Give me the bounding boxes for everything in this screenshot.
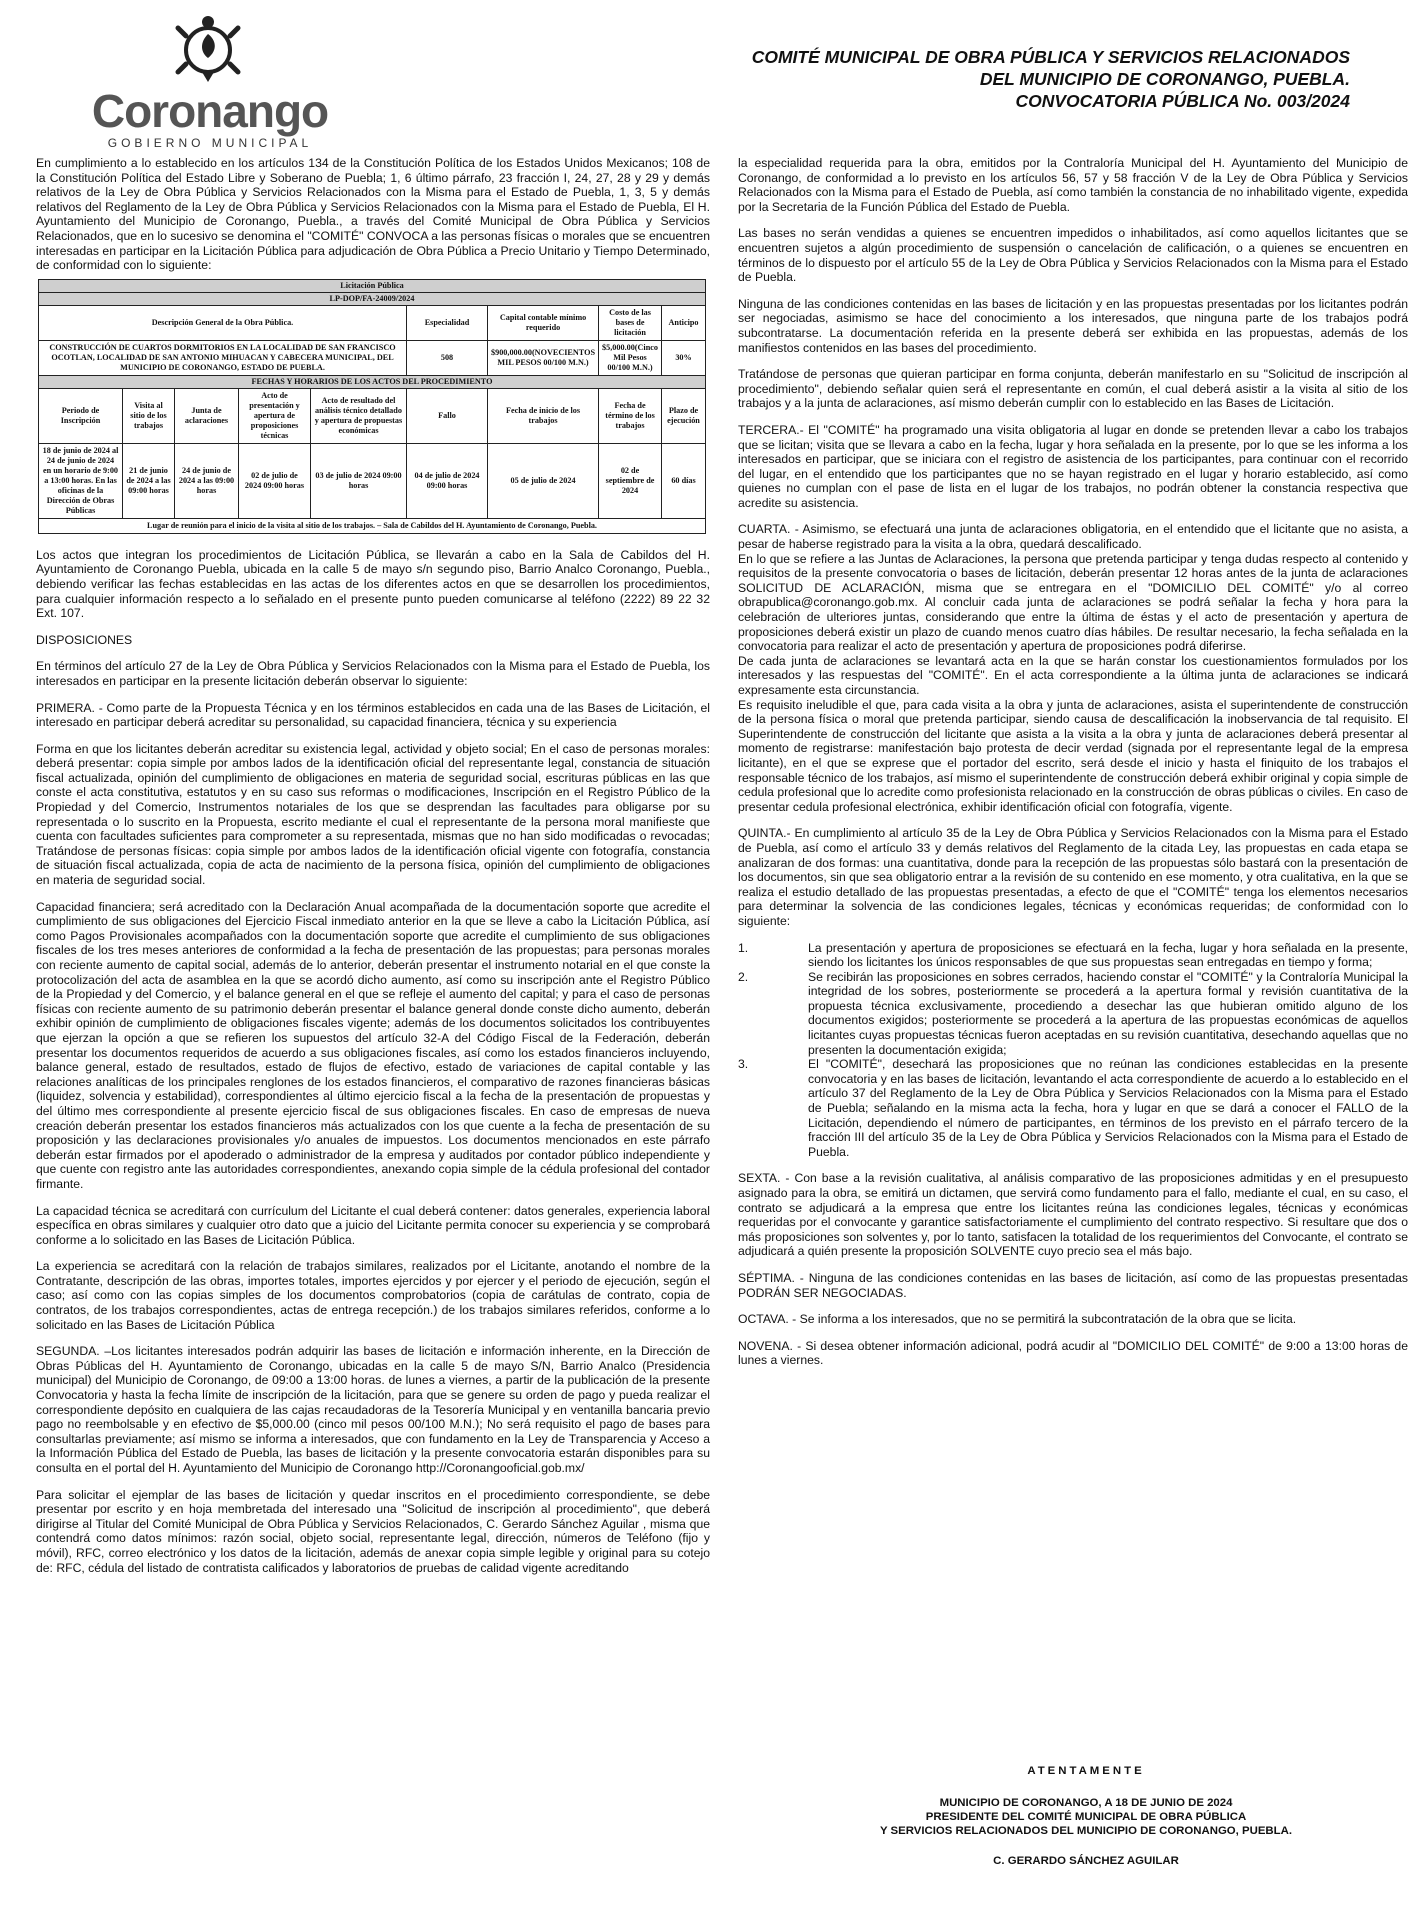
bases-paragraph: Las bases no serán vendidas a quienes se encuentren impedidos o inhabilitados, así como aquellos licitantes que se encuentren sujetos a algún procedimiento de suspensión o cancelación de calificación, o a quienes se encuentren en términos de lo dispuesto por el artículo 55 de la Ley de Obra Pública y Servicios Relacionados con la Misma para el Estado de Puebla. [738, 226, 1408, 285]
logo-subtitle: GOBIERNO MUNICIPAL [107, 136, 313, 150]
list-number: 2. [738, 969, 749, 984]
closing-line-1: MUNICIPIO DE CORONANGO, A 18 DE JUNIO DE 2024 [939, 1797, 1233, 1809]
superintendente-paragraph: Es requisito ineludible el que, para cada visita a la obra y junta de aclaraciones, asista el superintendente de construcción de la persona física o moral que pretenda participar, siendo causa de descalificación la inobservancia de tal requisito. El Superintendente de construcción del licitante que asista a la visita a la obra y junta de aclaraciones deberá presentar al momento de registrarse: manifestación bajo protesta de decir verdad (signada por el representante legal de la empresa licitante), en el que se exprese que el portador del escrito, será desde el inicio y hasta el finiquito de los trabajos el responsable técnico de los trabajos, así mismo el superintendente de construcción deberá exhibir original y copia simple de cedula profesional que lo acredite como profesionista relacionado en la construcción de obras públicas o civiles. En caso de presentar cedula profesional electrónica, exhibir identificación oficial con fotografía, vigente. [738, 697, 1408, 814]
list-text: El "COMITÉ", desechará las proposiciones que no reúnan las condiciones establecidas en la presente convocatoria y en las bases de licitación, levantando el acta correspondiente de acuerdo a lo establecido en el artículo 37 del Reglamento de la Ley de Obra Pública y Servicios Relacionados con la Misma para el Estado de Puebla; señalando en la misma acta la fecha, hora y lugar en que se dará a conocer el FALLO de la Licitación, dependiendo el número de participantes, en términos de los previsto en el párrafo tercero de la fracción III del artículo 35 de la Ley de Obra Pública y Servicios Relacionados con la Misma para el Estado de Puebla. [808, 1057, 1408, 1159]
cell-plazo: 60 días [662, 443, 706, 518]
list-item [738, 941, 1408, 970]
right-column [738, 156, 1408, 1380]
list-item [738, 970, 1408, 1058]
header-acto: Acto de presentación y apertura de proposiciones técnicas [239, 388, 311, 443]
list-text: La presentación y apertura de proposiciones se efectuará en la fecha, lugar y hora señalada en la presente, siendo los licitantes los únicos responsables de que sus propuestas sean entregadas en tiempo y forma; [808, 940, 1408, 970]
municipal-logo [80, 14, 340, 154]
cell-descripcion: CONSTRUCCIÓN DE CUARTOS DORMITORIOS EN LA LOCALIDAD DE SAN FRANCISCO OCOTLAN, LOCALIDAD DE SAN ANTONIO MIHUACAN Y CABECERA MUNICIPAL, DEL MUNICIPIO DE CORONANGO, ESTADO DE PUEBLA. [39, 340, 407, 375]
capacidad-financiera-paragraph: Capacidad financiera; será acreditado con la Declaración Anual acompañada de la documentación soporte que acredite el cumplimiento de sus obligaciones del Ejercicio Fiscal inmediato anterior en la que se lleve a cabo la Licitación Pública, así como Pagos Provisionales acompañados con la documentación soporte que acredite el cumplimiento de sus obligaciones fiscales de los tres meses anteriores de conformidad a la fecha de presentación de las propuestas; para personas morales con reciente aumento de capital social, además de lo anterior, deberán presentar el instrumento notarial en el que conste la protocolización del acta de asamblea en la que se acordó dicho aumento, así como su inscripción ante el Registro Público de la Propiedad y del Comercio, y el balance general en el que se refleje el aumento del capital; y para el caso de personas físicas con reciente aumento de su patrimonio deberán presentar el balance general donde conste dicho aumento, deberán exhibir opinión de cumplimiento de obligaciones fiscales vigente; además de los documentos solicitados los contribuyentes que ejerzan la opción a que se refieren los supuestos del artículo 32-A del Código Fiscal de la Federación, deberán presentar los documentos requeridos de acuerdo a sus obligaciones fiscales, así como los estados financieros incluyendo, balance general, estado de resultados, estado de flujos de efectivo, estado de variaciones de capital contable y las relaciones analíticas de los principales renglones de los estados financieros, el comparativo de razones financieras básicas (liquidez, solvencia y estabilidad), correspondientes al último ejercicio fiscal a la fecha de la presentación de propuestas y del último mes correspondiente al presente ejercicio fiscal de sus obligaciones fiscales. En caso de empresas de nueva creación deberán presentar los estados financieros más actualizados con los que cuente a la fecha de presentación de su proposición y las declaraciones provisionales y/o anuales de impuestos. Los documentos mencionados en este párrafo deberán estar firmados por el apoderado o administrador de la empresa y auditados por contador público independiente y que cuente con registro ante las autoridades correspondientes, anexando copia simple de la cédula profesional del contador firmante. [36, 899, 710, 1191]
header-resultado: Acto de resultado del análisis técnico detallado y apertura de propuestas económicas [311, 388, 407, 443]
header-especialidad: Especialidad [407, 305, 488, 340]
articulo-27-paragraph: En términos del artículo 27 de la Ley de Obra Pública y Servicios Relacionados con la Misma para el Estado de Puebla, los interesados en participar en la presente licitación deberán observar lo siguiente: [36, 659, 710, 688]
octava-paragraph: OCTAVA. - Se informa a los interesados, que no se permitirá la subcontratación de la obra que se licita. [738, 1312, 1297, 1327]
septima-paragraph: SÉPTIMA. - Ninguna de las condiciones contenidas en las bases de licitación, así como de las propuestas presentadas PODRÁN SER NEGOCIADAS. [738, 1270, 1408, 1300]
intro-paragraph: En cumplimiento a lo establecido en los artículos 134 de la Constitución Política de los Estados Unidos Mexicanos; 108 de la Constitución Política del Estado Libre y Soberano de Puebla; 1, 6 último párrafo, 23 fracción I, 24, 27, 28 y 29 y demás relativos de la Ley de Obra Pública y Servicios Relacionados con la Misma para el Estado de Puebla, 1, 3, 5 y demás relativos del Reglamento de la Ley de Obra Pública y Servicios Relacionados con la Misma para el Estado de Puebla, El H. Ayuntamiento del Municipio de Coronango, Puebla., a través del Comité Municipal de Obra Pública y Servicios Relacionados, que en lo sucesivo se denomina el "COMITÉ" CONVOCA a las personas físicas o morales que se encuentren interesadas en participar en la Licitación Pública para adjudicación de Obra Pública a Precio Unitario y Tiempo Determinado, de conformidad con lo siguiente: [36, 156, 710, 273]
juntas-paragraph: En lo que se refiere a las Juntas de Aclaraciones, la persona que pretenda participar y tenga dudas respecto al contenido y requisitos de la presente convocatoria o bases de licitación, deberán presentar 12 horas antes de la junta de aclaraciones SOLICITUD DE ACLARACIÓN, misma que se entregara en el "DOMICILIO DEL COMITÉ" y/o al correo obrapublica@coronango.gob.mx. Al concluir cada junta de aclaraciones se podrá señalar la fecha y hora para la celebración de ulteriores juntas, considerando que entre la última de éstas y el acto de presentación y apertura de proposiciones deberá existir un plazo de cuando menos cuatro días hábiles. De resultar necesario, la fecha señalada en la convocatoria para realizar el acto de presentación y apertura de proposiciones podrá diferirse. [738, 551, 1408, 654]
licitacion-table [38, 279, 706, 534]
closing-line-3: Y SERVICIOS RELACIONADOS DEL MUNICIPIO DE CORONANGO, PUEBLA. [879, 1825, 1292, 1837]
cell-periodo: 18 de junio de 2024 al 24 de junio de 2024 en un horario de 9:00 a 13:00 horas. En las oficinas de la Dirección de Obras Públicas [39, 443, 123, 518]
cell-fallo: 04 de julio de 2024 09:00 horas [407, 443, 488, 518]
left-column [36, 156, 710, 1575]
list-number: 3. [738, 1057, 749, 1072]
sexta-paragraph: SEXTA. - Con base a la revisión cualitativa, al análisis comparativo de las proposiciones admitidas y en el presupuesto asignado para la obra, se emitirá un dictamen, que servirá como fundamento para el fallo, mediante el cual, en su caso, el contrato se adjudicará a la empresa que entre los licitantes reúna las condiciones legales, técnicas y económicas requeridas por el convocante y garantice satisfactoriamente el cumplimiento del contrato respectivo. Si resultare que dos o más proposiciones son solventes y, por lo tanto, satisfacen la totalidad de los requerimientos del Convocante, el contrato se adjudicará a quién presente la proposición SOLVENTE cuyo precio sea el más bajo. [738, 1171, 1408, 1259]
header-fallo: Fallo [407, 388, 488, 443]
acta-paragraph: De cada junta de aclaraciones se levantará acta en la que se harán constar los cuestionamientos formulados por los interesados y las respuestas del "COMITÉ". En el acta correspondiente a la última junta de aclaraciones se indicará expresamente esta circunstancia. [738, 653, 1408, 697]
table-lugar: Lugar de reunión para el inicio de la visita al sitio de los trabajos. – Sala de Cabildos del H. Ayuntamiento de Coronango, Puebla. [39, 518, 706, 533]
cuarta-paragraph: CUARTA. - Asimismo, se efectuará una junta de aclaraciones obligatoria, en el entendido que el licitante que no asista, a pesar de haberse registrado para la visita a la obra, quedará descalificado. [738, 522, 1408, 552]
cell-visita: 21 de junio de 2024 a las 09:00 horas [123, 443, 175, 518]
header-anticipo: Anticipo [662, 305, 706, 340]
header-line-3: CONVOCATORIA PÚBLICA No. 003/2024 [1015, 91, 1350, 111]
header-inicio: Fecha de inicio de los trabajos [488, 388, 599, 443]
segunda-paragraph: SEGUNDA. –Los licitantes interesados podrán adquirir las bases de licitación e información inherente, en la Dirección de Obras Públicas del H. Ayuntamiento de Coronango, ubicadas en la calle 5 de mayo S/N, Barrio Analco (Presidencia municipal) del Municipio de Coronango, de 09:00 a 13:00 horas. de lunes a viernes, a partir de la publicación de la presente Convocatoria y hasta la fecha límite de inscripción de la licitación, para que se genere su orden de pago y pueda realizar el correspondiente depósito en cualquiera de las cajas recaudadoras de la Tesorería Municipal y en ventanilla bancaria previo pago no reembolsable y en efectivo de $5,000.00 (cinco mil pesos 00/100 M.N.); No será requisito el pago de bases para consultarlas previamente; así mismo se informa a interesados, que con fundamento en la Ley de Transparencia y Acceso a la Información Pública del Estado de Puebla, las bases de licitación y la presente convocatoria estarán disponibles para su consulta en el portal del H. Ayuntamiento del Municipio de Coronango http://Coronangooficial.gob.mx/ [36, 1344, 710, 1475]
header-line-1: COMITÉ MUNICIPAL DE OBRA PÚBLICA Y SERVICIOS RELACIONADOS [751, 47, 1350, 67]
header-junta: Junta de aclaraciones [175, 388, 239, 443]
cell-anticipo: 30% [662, 340, 706, 375]
solicitar-paragraph: Para solicitar el ejemplar de las bases de licitación y quedar inscritos en el procedimiento correspondiente, se debe presentar por escrito y en hoja membretada del interesado una "Solicitud de inscripción al procedimiento", que deberá dirigirse al Titular del Comité Municipal de Obra Pública y Servicios Relacionados, C. Gerardo Sánchez Aguilar , misma que contendrá como datos mínimos: razón social, objeto social, representante legal, dirección, números de Teléfono (fijo y móvil), RFC, correo electrónico y los datos de la licitación, además de anexar copia simple legible y original para su cotejo de: RFC, cédula del listado de contratista calificados y laboratorios de pruebas de calidad vigente acreditando [36, 1487, 710, 1575]
fechas-title: FECHAS Y HORARIOS DE LOS ACTOS DEL PROCEDIMIENTO [39, 375, 706, 388]
cell-resultado: 03 de julio de 2024 09:00 horas [311, 443, 407, 518]
cell-capital: $900,000.00(NOVECIENTOS MIL PESOS 00/100 M.N.) [488, 340, 599, 375]
header-capital: Capital contable mínimo requerido [488, 305, 599, 340]
header-costo: Costo de las bases de licitación [599, 305, 662, 340]
especialidad-paragraph: la especialidad requerida para la obra, emitidos por la Contraloría Municipal del H. Ayuntamiento del Municipio de Coronango, de conformidad a lo previsto en los artículos 56, 57 y 58 fracción V de la Ley de Obra Pública y Servicios Relacionados con la Misma para el Estado de Puebla, así como también la constancia de no inhabilitado vigente, expedida por la Secretaria de la Función Pública del Estado de Puebla. [738, 156, 1408, 214]
capacidad-tecnica-paragraph: La capacidad técnica se acreditará con currículum del Licitante el cual deberá contener: datos generales, experiencia laboral específica en obras similares y cualquier otro dato que a juicio del Licitante permita conocer su experiencia y se comprobará conforme a lo solicitado en las Bases de Licitación Pública. [36, 1203, 710, 1247]
quinta-paragraph: QUINTA.- En cumplimiento al artículo 35 de la Ley de Obra Pública y Servicios Relacionados con la Misma para el Estado de Puebla, así como el artículo 33 y demás relativos del Reglamento de la citada Ley, las propuestas en cada etapa se analizaran de dos formas: una cuantitativa, donde para la recepción de las propuestas sólo bastará con la presentación de los documentos, sin que sea obligatorio entrar a la revisión de su contenido en ese momento, y otra cualitativa, en la que se realiza el estudio detallado de las propuestas presentadas, a efecto de que el "COMITÉ" tenga los elementos necesarios para determinar la solvencia de las condiciones legales, técnicas y económicas requeridas; de conformidad con lo siguiente: [738, 826, 1408, 928]
closing-line-2: PRESIDENTE DEL COMITÉ MUNICIPAL DE OBRA PÚBLICA [925, 1811, 1247, 1823]
header-visita: Visita al sitio de los trabajos [123, 388, 175, 443]
signer-name: C. GERARDO SÁNCHEZ AGUILAR [993, 1855, 1179, 1867]
table-code: LP-DOP/FA-24009/2024 [39, 292, 706, 305]
header-plazo: Plazo de ejecución [662, 388, 706, 443]
logo-name: Coronango [91, 85, 329, 137]
list-number: 1. [738, 940, 749, 955]
cell-termino: 02 de septiembre de 2024 [599, 443, 662, 518]
cell-acto: 02 de julio de 2024 09:00 horas [239, 443, 311, 518]
quinta-list [738, 941, 1408, 1160]
forma-paragraph: Forma en que los licitantes deberán acreditar su existencia legal, actividad y objeto social; En el caso de personas morales: deberá presentar: copia simple por ambos lados de la identificación oficial del representante legal, constancia de situación fiscal actualizada, opinión del cumplimiento de obligaciones en materia de seguridad social, escrituras públicas en las que conste el acta constitutiva, estatutos y en su caso sus reformas o modificaciones, Inscripción en el Registro Público de la Propiedad y del Comercio, Instrumentos notariales de los que se desprendan las facultades para obligarse por su representada o lo suscrito en la Propuesta, escrito mediante el cual el representante de la persona moral manifieste que cuenta con facultades suficientes para comprometer a su representada, mismas que no han sido modificadas o revocadas; Tratándose de personas físicas: copia simple por ambos lados de la identificación oficial vigente con fotografía, constancia de situación fiscal actualizada, copia de acta de nacimiento de la persona física, opinión del cumplimiento de obligaciones en materia de seguridad social. [36, 741, 710, 888]
conjunta-paragraph: Tratándose de personas que quieran participar en forma conjunta, deberán manifestarlo en su "Solicitud de inscripción al procedimiento", debiendo señalar quien será el representante en común, el cual deberá asistir a la visita al sitio de los trabajos y a la junta de aclaraciones, así mismo deberán cumplir con lo establecido en las Bases de Licitación. [738, 367, 1408, 411]
experiencia-paragraph: La experiencia se acreditará con la relación de trabajos similares, realizados por el Licitante, anotando el nombre de la Contratante, descripción de las obras, importes totales, importes ejercidos y por ejercer y el periodo de ejecución, según el caso; así como con las copias simples de los documentos comprobatorios (copia de carátulas de contrato, copia de contratos, de los trabajos correspondientes, actas de entrega recepción.) de los trabajos similares referidos, conforme a lo solicitado en las Bases de Licitación Pública [36, 1259, 710, 1332]
turtle-emblem-icon [172, 14, 244, 84]
header-descripcion: Descripción General de la Obra Pública. [39, 305, 407, 340]
list-text: Se recibirán las proposiciones en sobres cerrados, haciendo constar el "COMITÉ" y la Contraloría Municipal la integridad de los sobres, posteriormente se procederá a la apertura formal y revisión cuantitativa de la propuesta técnica exclusivamente, procediendo a desechar las que hubieran omitido alguno de los documentos exigidos; posteriormente se procederá a la apertura de las propuestas económicas de aquellos licitantes cuyas propuestas técnicas fueron aceptadas en su revisión cuantitativa, desechando aquellas que no presenten la documentación exigida; [808, 969, 1408, 1057]
tercera-paragraph: TERCERA.- El "COMITÉ" ha programado una visita obligatoria al lugar en donde se pretenden llevar a cabo los trabajos que se licitan; visita que se llevara a cabo en la fecha, lugar y hora señalada en la presente, por lo que se les informa a los interesados en participar, que se iniciara con el registro de asistencia de los participantes, para continuar con el recorrido del lugar, en el entendido que los participantes que no se hayan registrado en el lugar y horario establecido, así como quienes no cumplan con el pase de lista en el lugar de los trabajos, no podrán obtener la constancia respectiva que acredite su asistencia. [738, 422, 1408, 510]
novena-paragraph: NOVENA. - Si desea obtener información adicional, podrá acudir al "DOMICILIO DEL COMITÉ" de 9:00 a 13:00 horas de lunes a viernes. [738, 1338, 1408, 1368]
cell-costo: $5,000.00(Cinco Mil Pesos 00/100 M.N.) [599, 340, 662, 375]
actos-paragraph: Los actos que integran los procedimientos de Licitación Pública, se llevarán a cabo en la Sala de Cabildos del H. Ayuntamiento de Coronango Puebla, ubicada en la calle 5 de mayo s/n segundo piso, Barrio Analco Coronango, Puebla., debiendo verificar las fechas establecidas en las actas de los diferentes actos en que se desarrollen los procedimientos, para cualquier información respecto a lo señalado en el presente punto pueden comunicarse al teléfono (2222) 89 22 32 Ext. 107. [36, 547, 710, 621]
header-periodo: Periodo de Inscripción [39, 388, 123, 443]
list-item [738, 1057, 1408, 1159]
disposiciones-heading: DISPOSICIONES [36, 632, 133, 647]
table-title: Licitación Pública [39, 279, 706, 292]
cell-especialidad: 508 [407, 340, 488, 375]
condiciones-paragraph: Ninguna de las condiciones contenidas en las bases de licitación y en las propuestas presentadas por los licitantes podrán ser negociadas, asimismo se hace del conocimiento a los interesados, que ninguna parte de los trabajos podrá subcontratarse. La documentación referida en la presente deberá ser exhibida en las propuestas, además de los manifiestos contenidos en las bases del procedimiento. [738, 296, 1408, 355]
document-header [590, 46, 1350, 112]
cell-inicio: 05 de julio de 2024 [488, 443, 599, 518]
cell-junta: 24 de junio de 2024 a las 09:00 horas [175, 443, 239, 518]
signature-block [806, 1764, 1366, 1868]
primera-paragraph: PRIMERA. - Como parte de la Propuesta Técnica y en los términos establecidos en cada una de las Bases de Licitación, el interesado en participar deberá acreditar su personalidad, su capacidad financiera, técnica y su experiencia [36, 700, 710, 730]
atentamente: ATENTAMENTE [1027, 1765, 1145, 1777]
header-termino: Fecha de término de los trabajos [599, 388, 662, 443]
header-line-2: DEL MUNICIPIO DE CORONANGO, PUEBLA. [979, 69, 1350, 89]
